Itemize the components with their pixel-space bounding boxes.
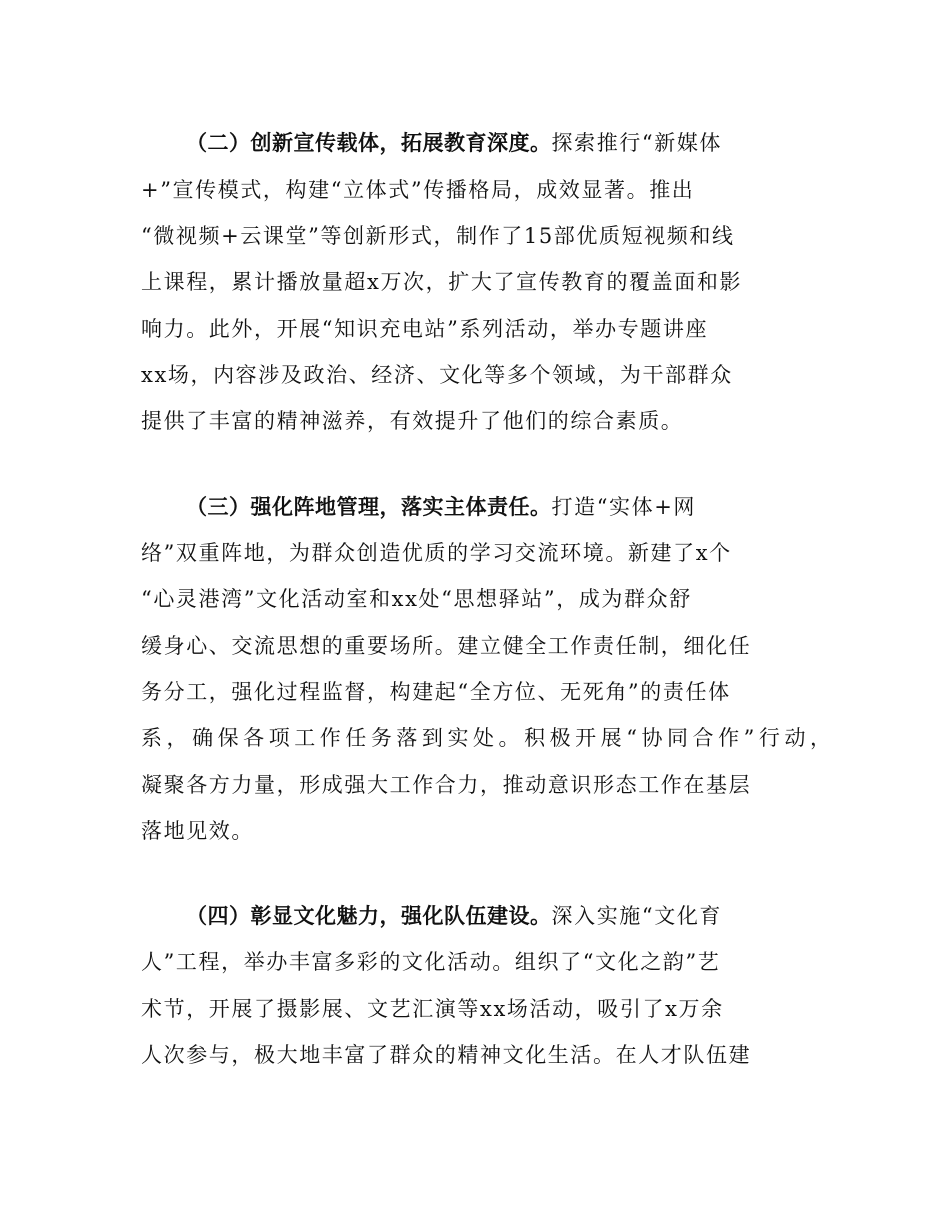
paragraph-line: 系，确保各项工作任务落到实处。积极开展“协同合作”行动， — [141, 726, 831, 750]
paragraph-line: 提供了丰富的精神滋养，有效提升了他们的综合素质。 — [141, 409, 684, 433]
paragraph-line: 络”双重阵地，为群众创造优质的学习交流环境。新建了x个 — [141, 541, 732, 565]
paragraph-line: 人”工程，举办丰富多彩的文化活动。组织了“文化之韵”艺 — [141, 950, 721, 974]
paragraph-line: “微视频+云课堂”等创新形式，制作了15部优质短视频和线 — [141, 224, 735, 248]
paragraph-text: 打造“实体+网 — [551, 495, 697, 519]
paragraph-line: “心灵港湾”文化活动室和xx处“思想驿站”，成为群众舒 — [141, 587, 692, 611]
paragraph-line — [186, 896, 876, 936]
paragraph-line: 落地见效。 — [141, 819, 254, 843]
paragraph-line — [186, 487, 876, 527]
paragraph-line: 凝聚各方力量，形成强大工作合力，推动意识形态工作在基层 — [141, 773, 752, 797]
section-heading: （四）彰显文化魅力，强化队伍建设。 — [186, 904, 552, 928]
section-heading: （三）强化阵地管理，落实主体责任。 — [186, 495, 552, 519]
paragraph-text: 探索推行“新媒体 — [551, 131, 723, 155]
paragraph-line: 人次参与，极大地丰富了群众的精神文化生活。在人才队伍建 — [141, 1043, 752, 1067]
paragraph-line: 缓身心、交流思想的重要场所。建立健全工作责任制，细化任 — [141, 634, 752, 658]
paragraph-line — [186, 123, 876, 163]
paragraph-line: 上课程，累计播放量超x万次，扩大了宣传教育的覆盖面和影 — [141, 270, 743, 294]
paragraph-line: 响力。此外，开展“知识充电站”系列活动，举办专题讲座 — [141, 317, 709, 341]
paragraph-line: +”宣传模式，构建“立体式”传播格局，成效显著。推出 — [141, 178, 695, 202]
paragraph-line: 术节，开展了摄影展、文艺汇演等xx场活动，吸引了x万余 — [141, 997, 724, 1021]
section-heading: （二）创新宣传载体，拓展教育深度。 — [186, 131, 552, 155]
paragraph-line: xx场，内容涉及政治、经济、文化等多个领域，为干部群众 — [141, 363, 733, 387]
paragraph-line: 务分工，强化过程监督，构建起“全方位、无死角”的责任体 — [141, 680, 731, 704]
paragraph-text: 深入实施“文化育 — [551, 904, 723, 928]
